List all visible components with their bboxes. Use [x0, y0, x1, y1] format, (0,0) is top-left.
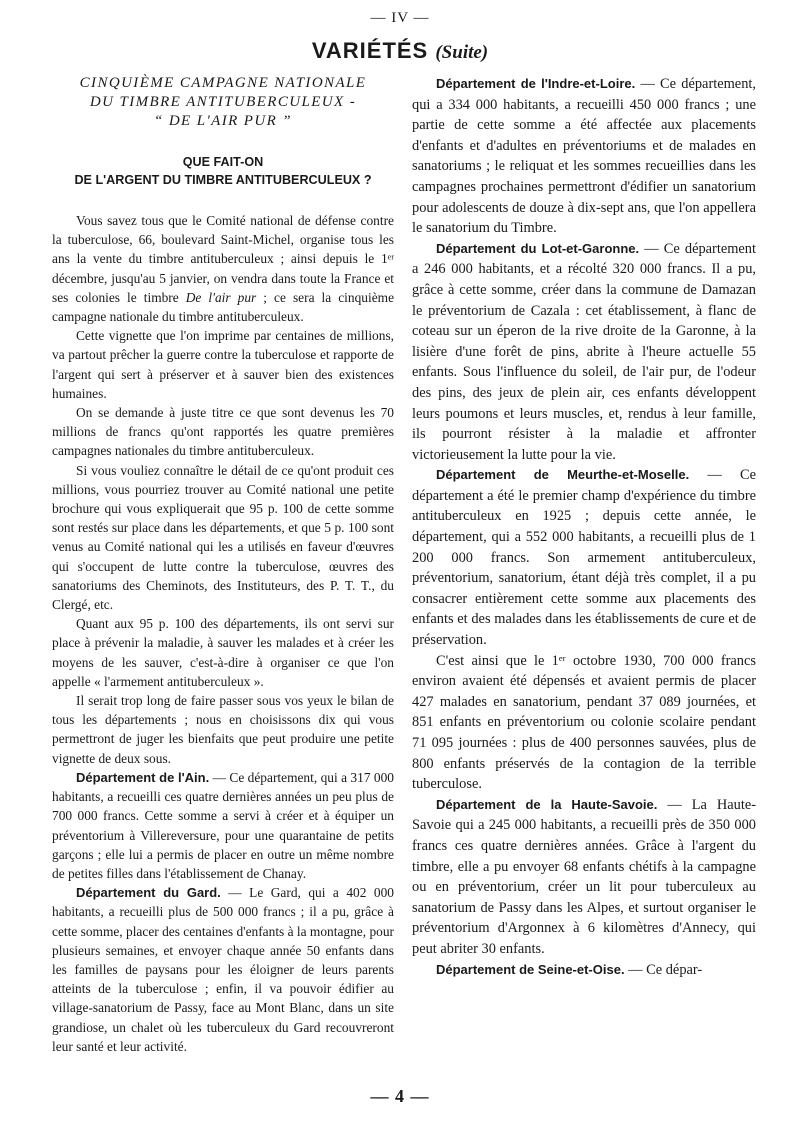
paragraph-ain	[52, 768, 394, 883]
dept-label-lot: Département du Lot-et-Garonne.	[436, 240, 640, 256]
campaign-title-line: “ DE L'AIR PUR ”	[153, 113, 293, 129]
question-title	[52, 153, 394, 189]
question-title-line: QUE FAIT-ON	[182, 155, 264, 169]
dept-label-savoie: Département de la Haute-Savoie.	[436, 796, 658, 812]
dept-text-ain: — Ce département, qui a 317 000 habitants, a recueilli ces quatre dernières années un peu plus de 700 000 francs. Cette somme a servi à créer et à équiper un préventorium à Villereversure, pour une quarantaine de petits garçons ; elle lui a permis de placer en outre un même nombre de petites filles dans l'établissement de Chanay.	[52, 769, 394, 881]
dept-label-ain: Département de l'Ain.	[76, 769, 210, 785]
left-column	[52, 74, 394, 1056]
paragraph-indre	[412, 74, 756, 239]
question-title-line: DE L'ARGENT DU TIMBRE ANTITUBERCULEUX ?	[74, 173, 372, 187]
dept-text-lot: — Ce département a 246 000 habitants, et a récolté 320 000 francs. Il a pu, grâce à cette somme, créer dans la commune de Damazan le préventorium de Cazala : cet établissement, à flanc de coteau sur un éperon de la rive droite de la Garonne, à la lisière d'une forêt de pins, abrite à l'heure actuelle 55 enfants. Sous l'influence du soleil, de l'air pur, de l'odeur des pins, des jeux de plein air, ces enfants développent leurs poumons et leurs muscles, et, rendus à leur famille, ils pourront résister à la maladie et affronter victorieusement la lutte pour la vie.	[412, 240, 756, 463]
campaign-title-line: DU TIMBRE ANTITUBERCULEUX -	[89, 94, 357, 110]
dept-text-meurthe: — Ce département a été le premier champ d'expérience du timbre antituberculeux en 1925 ; depuis cette année, le département, qui a 552 000 habitants, a recueilli plus de 1 200 000 francs. Son armement antituberculeux, préventorium, sanatorium, étant déjà très complet, il a pu consacrer entièrement cette somme aux placements des enfants et des malades dans les établissements de cure et de préservation.	[412, 467, 757, 649]
paragraph-intro	[52, 211, 394, 326]
dept-label-indre: Département de l'Indre-et-Loire.	[436, 76, 636, 91]
dept-label-seine: Département de Seine-et-Oise.	[436, 961, 625, 977]
right-column	[412, 74, 756, 980]
paragraph-meurthe	[412, 465, 756, 650]
paragraph-october: C'est ainsi que le 1ᵉʳ octobre 1930, 700 000 francs environ avaient été dépensés et avaient permis de placer 427 malades en sanatorium, pendant 37 089 journées, et 851 enfants en préventorium ou colonie scolaire pendant 71 095 journées : plus de 400 personnes sauvées, plus de 800 enfants préservés de la contagion de la terrible tuberculose.	[412, 652, 756, 793]
paragraph-bilan: Il serait trop long de faire passer sous vos yeux le bilan de tous les départements ; nous en choisissons dix qui vous permettront de juger les bienfaits que peut produire une petite vignette de deux sous.	[52, 693, 394, 766]
paragraph-vignette: Cette vignette que l'on imprime par centaines de millions, va partout prêcher la guerre contre la tuberculose et rapporte de l'argent qui sert à préserver et à sauver bien des existences humaines.	[52, 328, 394, 401]
paragraph-savoie	[412, 795, 756, 960]
dept-text-indre: — Ce département, qui a 334 000 habitants, a recueilli 450 000 francs ; une partie de cette somme a été affectée aux placements d'enfants et d'adultes en préventoriums et de malades en sanatoriums ; le reliquat et les sommes recueillies dans les campagnes prochaines permettront d'édifier un sanatorium pour adolescents de douze à dix-sept ans, que l'on appellera le sanatorium du Timbre.	[412, 76, 756, 237]
paragraph-millions: On se demande à juste titre ce que sont devenus les 70 millions de francs qu'ont rapportés les quatre premières campagnes nationales du timbre antituberculeux.	[52, 405, 394, 459]
paragraph-gard	[52, 883, 394, 1056]
campaign-title-line: CINQUIÈME CAMPAGNE NATIONALE	[79, 75, 367, 91]
paragraph-intro-b: ; ce sera la cinquième campagne nationale du timbre antituberculeux.	[52, 289, 395, 325]
dept-text-seine: — Ce dépar-	[624, 961, 703, 978]
stamp-name: De l'air pur	[185, 289, 257, 305]
dept-text-gard: — Le Gard, qui a 402 000 habitants, a recueilli plus de 500 000 francs ; il a pu, grâce à cette somme, placer des centaines d'enfants à la montagne, pour plusieurs semaines, et envoyer chaque année 50 enfants dans les familles de paysans pour les éloigner de leurs parents atteints de la tuberculose ; enfin, il va pouvoir édifier au village-sanatorium de Passy, face au Mont Blanc, dans un site grandiose, un chalet où les tuberculeux du Gard recouvreront leur santé et leur activité.	[52, 885, 394, 1054]
page-title	[0, 38, 800, 64]
campaign-title	[52, 74, 394, 131]
dept-text-savoie: — La Haute-Savoie qui a 245 000 habitants, a recueilli près de 350 000 francs ces quatre dernières années. Grâce à l'argent du timbre, elle a pu envoyer 68 enfants chétifs à la campagne ou en préventorium, créer un lit pour tuberculeux au sanatorium de Passy dans les Alpes, et surtout organiser le préventorium d'Argonnex à 6 kilomètres d'Annecy, qui peut abriter 30 enfants.	[412, 796, 756, 957]
paragraph-detail: Si vous vouliez connaître le détail de ce qu'ont produit ces millions, vous pourriez trouver au Comité national une petite brochure qui vous expliquerait que 95 p. 100 de cette somme sont restés sur place dans les départements, et que 5 p. 100 sont venus au Comité national qui les a utilisés en faveur d'œuvres qui s'occupent de lutte contre la tuberculose, œuvres des sanatoriums des Cheminots, des Instituteurs, des P. T. T., du Clergé, etc.	[52, 462, 394, 613]
paragraph-lot	[412, 239, 756, 466]
page-number: — 4 —	[370, 1086, 430, 1106]
dept-label-gard: Département du Gard.	[76, 885, 221, 901]
paragraph-departments: Quant aux 95 p. 100 des départements, ils ont servi sur place à prévenir la maladie, à sauver les malades et à créer les moyens de les sauver, c'est-à-dire à organiser ce que l'on appelle « l'armement antituberculeux ».	[52, 616, 394, 689]
paragraph-intro-a: Vous savez tous que le Comité national de défense contre la tuberculose, 66, boulevard Saint-Michel, organise tous les ans la vente du timbre antituberculeux ; ainsi depuis le 1ᵉʳ décembre, jusqu'au 5 janvier, on vendra dans toute la France et ses colonies le timbre	[52, 213, 394, 305]
roman-page-marker: — IV —	[370, 10, 430, 26]
section-title: VARIÉTÉS	[311, 38, 429, 63]
section-subtitle: (Suite)	[435, 42, 489, 63]
dept-label-meurthe: Département de Meurthe-et-Moselle.	[436, 467, 690, 483]
paragraph-seine	[412, 960, 756, 981]
